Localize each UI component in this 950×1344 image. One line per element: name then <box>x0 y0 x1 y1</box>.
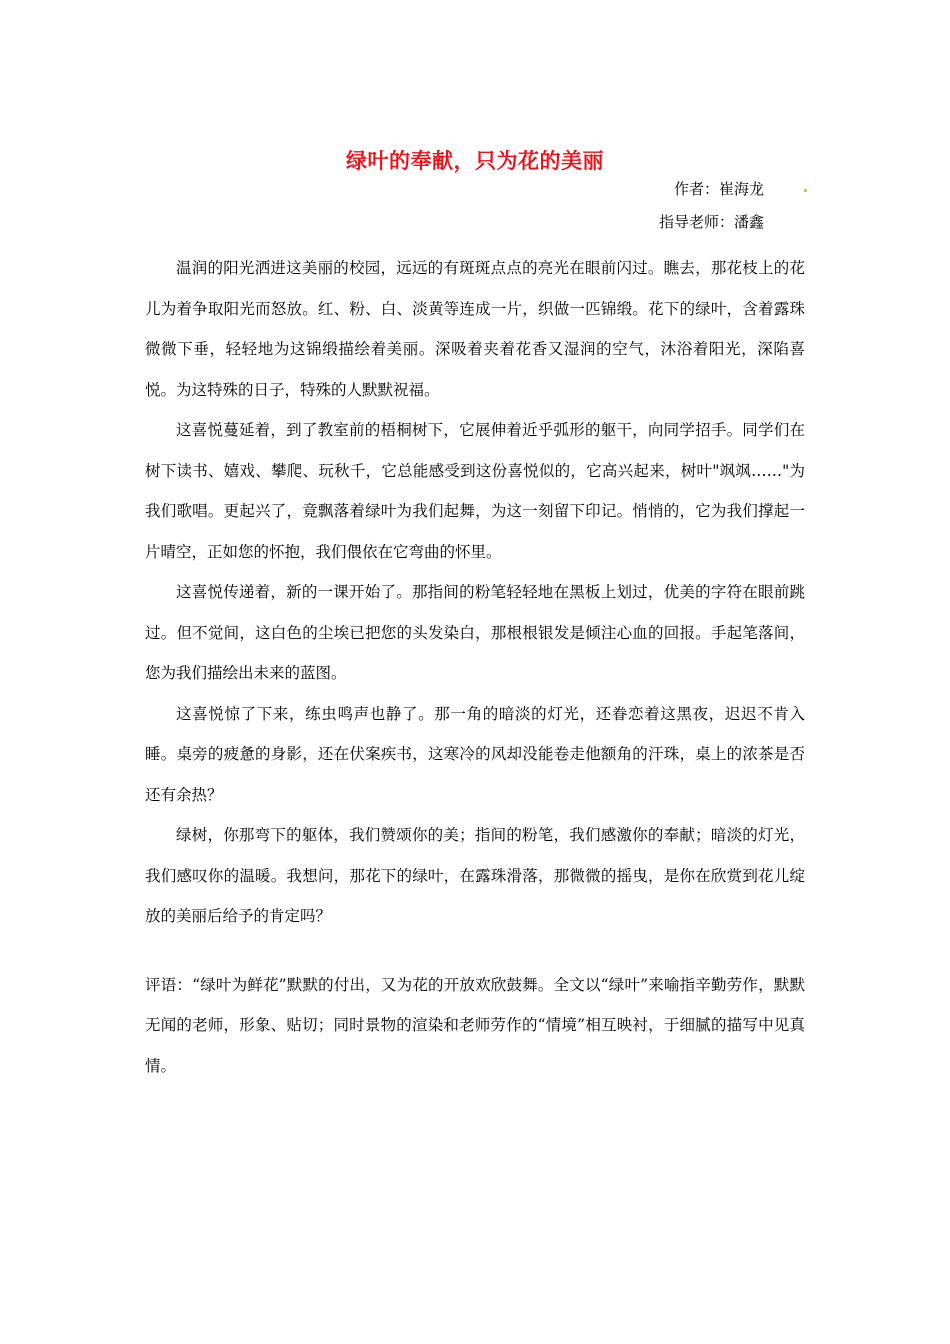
paragraph-1: 温润的阳光洒进这美丽的校园，远远的有斑斑点点的亮光在眼前闪过。瞧去，那花枝上的花儿为着争取阳光而怒放。红、粉、白、淡黄等连成一片，织做一匹锦缎。花下的绿叶，含着露珠微微下垂，轻轻地为这锦缎描绘着美丽。深吸着夹着花香又湿润的空气，沐浴着阳光，深陷喜悦。为这特殊的日子，特殊的人默默祝福。 <box>145 259 805 399</box>
paragraph-5: 绿树，你那弯下的躯体，我们赞颂你的美；指间的粉笔，我们感激你的奉献；暗淡的灯光，我们感叹你的温暖。我想问，那花下的绿叶，在露珠滑落，那微微的摇曳，是你在欣赏到花儿绽放的美丽后给予的肯定吗？ <box>145 826 805 925</box>
paragraph-4: 这喜悦惊了下来，练虫鸣声也静了。那一角的暗淡的灯光，还眷恋着这黑夜，迟迟不肯入睡。桌旁的疲惫的身影，还在伏案疾书，这寒冷的风却没能卷走他额角的汗珠，桌上的浓茶是否还有余热？ <box>145 704 805 804</box>
paragraph-3: 这喜悦传递着，新的一课开始了。那指间的粉笔轻轻地在黑板上划过，优美的字符在眼前跳过。但不觉间，这白色的尘埃已把您的头发染白，那根根银发是倾注心血的回报。手起笔落间，您为我们描绘出未来的蓝图。 <box>145 583 805 682</box>
teacher-line: 指导老师：潘鑫 <box>658 213 764 231</box>
stray-mark <box>804 189 807 192</box>
article-body <box>145 248 805 1086</box>
teacher-comment: 评语：“绿叶为鲜花”默默的付出，又为花的开放欢欣鼓舞。全文以“绿叶”来喻指辛勤劳作，默默无闻的老师，形象、贴切；同时景物的渲染和老师劳作的“情境”相互映衬，于细腻的描写中见真情。 <box>145 975 805 1075</box>
paragraph-2: 这喜悦蔓延着，到了教室前的梧桐树下，它展伸着近乎弧形的躯干，向同学招手。同学们在树下读书、嬉戏、攀爬、玩秋千，它总能感受到这份喜悦似的，它高兴起来，树叶"飒飒……"为我们歌唱。更起兴了，竟飘落着绿叶为我们起舞，为这一刻留下印记。悄悄的，它为我们撑起一片晴空，正如您的怀抱，我们偎依在它弯曲的怀里。 <box>145 421 805 561</box>
author-line: 作者：崔海龙 <box>673 180 764 198</box>
article-title: 绿叶的奉献，只为花的美丽 <box>346 149 604 173</box>
